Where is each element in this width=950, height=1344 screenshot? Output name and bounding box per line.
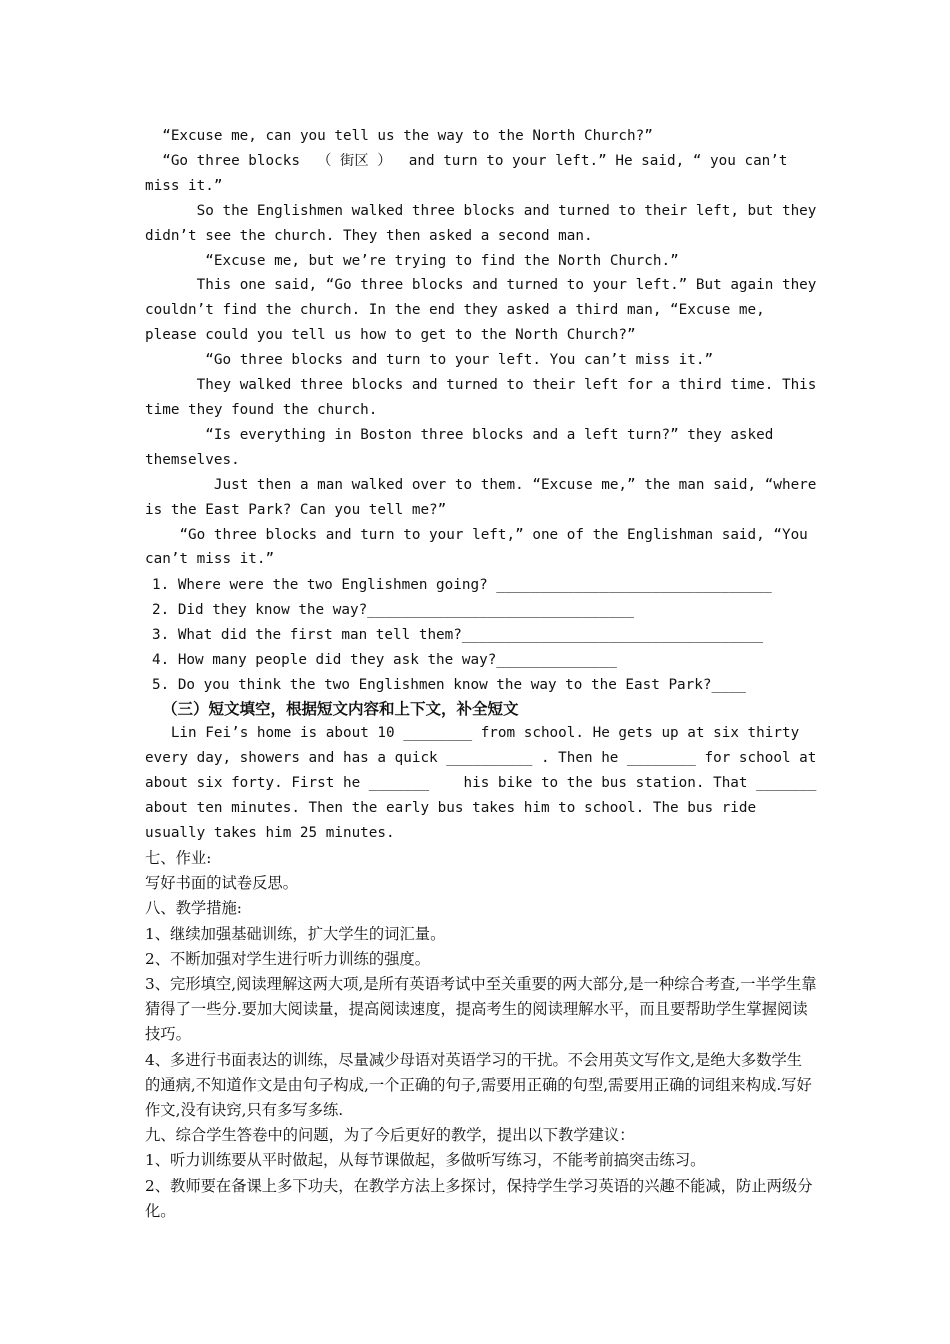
suggestions-heading: 九、综合学生答卷中的问题，为了今后更好的教学，提出以下教学建议： (145, 1126, 635, 1145)
measure-item: 1、继续加强基础训练，扩大学生的词汇量。 (145, 924, 446, 943)
passage-paragraph: “Go three blocks and turn to your left,” one of the Englishman said, “You can’t miss it.” (145, 526, 817, 568)
measure-item: 2、不断加强对学生进行听力训练的强度。 (145, 949, 431, 968)
section-heading-cloze: （三）短文填空，根据短文内容和上下文，补全短文 (162, 700, 519, 718)
passage-paragraph: They walked three blocks and turned to their left for a third time. This time they found the church. (145, 377, 826, 418)
passage-paragraph: “Go three blocks and turn to your left. You can’t miss it.” (145, 352, 714, 369)
question-4: 4. How many people did they ask the way?______________ (152, 652, 617, 668)
measure-item: 3、完形填空,阅读理解这两大项,是所有英语考试中至关重要的两大部分,是一种综合考查,一半学生靠猜得了一些分.要加大阅读量，提高阅读速度，提高考生的阅读理解水平，而且要帮助学生掌握阅读技巧。 (145, 975, 817, 1044)
measures-heading: 八、教学措施: (145, 899, 242, 918)
measure-item: 4、多进行书面表达的训练，尽量减少母语对英语学习的干扰。不会用英文写作文,是绝大多数学生的通病,不知道作文是由句子构成,一个正确的句子,需要用正确的句型,需要用正确的词组来构成.写好作文,没有诀窍,只有多写多练. (145, 1050, 812, 1120)
question-2: 2. Did they know the way?_______________________________ (152, 602, 635, 618)
passage-paragraph: “Go three blocks （ 街区 ） and turn to your left.” He said, “ you can’t miss it.” (145, 152, 797, 194)
homework-text: 写好书面的试卷反思。 (145, 874, 298, 893)
question-1: 1. Where were the two Englishmen going? ________________________________ (152, 577, 772, 593)
passage-paragraph: “Excuse me, but we’re trying to find the North Church.” (145, 252, 679, 269)
passage-paragraph: “Excuse me, can you tell us the way to the North Church?” (145, 128, 653, 144)
passage-paragraph: So the Englishmen walked three blocks and turned to their left, but they didn’t see the church. They then asked a second man. (145, 202, 826, 244)
cloze-passage (145, 721, 825, 846)
chinese-section (145, 846, 817, 1224)
question-5: 5. Do you think the two Englishmen know the way to the East Park?____ (152, 677, 746, 693)
question-3: 3. What did the first man tell them?___________________________________ (152, 627, 764, 643)
suggestion-item: 1、听力训练要从平时做起，从每节课做起，多做听写练习，不能考前搞突击练习。 (145, 1151, 706, 1170)
suggestion-item: 2、教师要在备课上多下功夫，在教学方法上多探讨，保持学生学习英语的兴趣不能减，防止两级分化。 (145, 1176, 813, 1220)
passage-paragraph: “Is everything in Boston three blocks and a left turn?” they asked themselves. (145, 426, 782, 468)
passage-paragraph: Just then a man walked over to them. “Excuse me,” the man said, “where is the East Park? Can you tell me?” (145, 476, 826, 518)
cloze-text: Lin Fei’s home is about 10 ________ from school. He gets up at six thirty every day, showers and has a quick __________ . Then he ________ for school at about six forty. First he _______ his bike to the bus station. That _______ about ten minutes. Then the early bus takes him to school. The bus ride usually takes him 25 minutes. (145, 725, 825, 841)
homework-heading: 七、作业: (145, 849, 212, 867)
reading-passage (145, 124, 826, 572)
passage-paragraph: This one said, “Go three blocks and turned to your left.” But again they couldn’t find the church. In the end they asked a third man, “Excuse me, please could you tell us how to get to the North Church?” (145, 277, 826, 344)
